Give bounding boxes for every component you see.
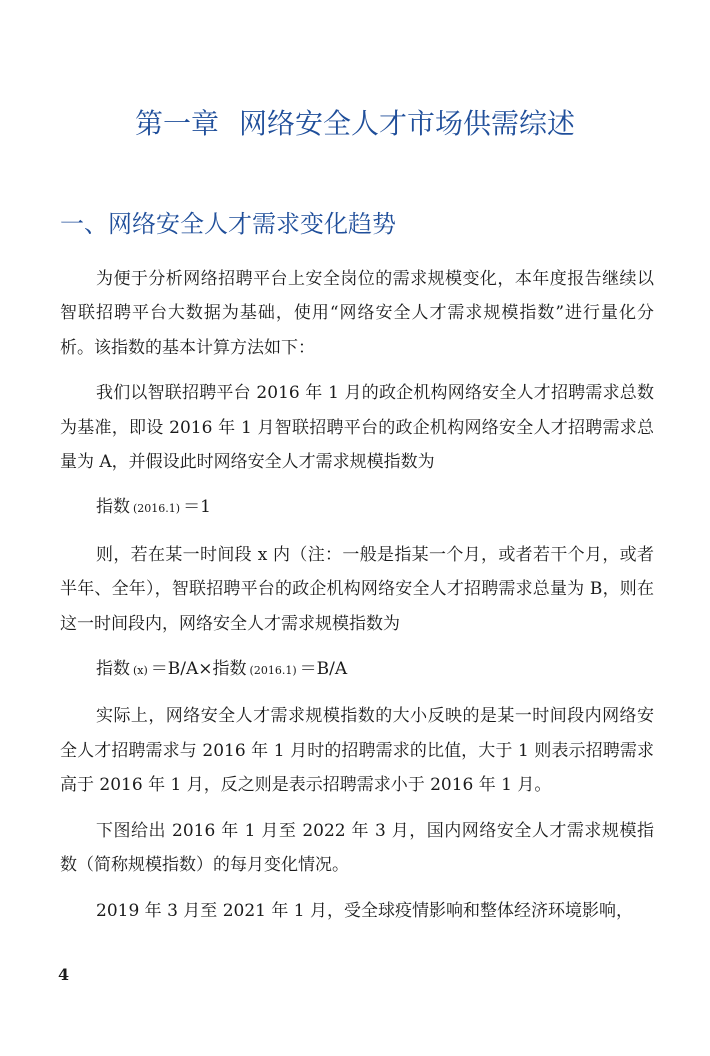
- paragraph-figure-intro: 下图给出 2016 年 1 月至 2022 年 3 月，国内网络安全人才需求规模指数（简称规模指数）的每月变化情况。: [60, 820, 654, 876]
- formula-period-middle: ＝B/A×指数: [150, 659, 247, 680]
- formula-period-subscript-base: (2016.1): [249, 664, 297, 678]
- body-text: [60, 262, 654, 939]
- formula-baseline-rhs: ＝1: [183, 497, 211, 518]
- formula-period-rhs: ＝B/A: [299, 659, 348, 680]
- formula-period-subscript-x: (x): [133, 664, 148, 678]
- section-title: 一、网络安全人才需求变化趋势: [60, 210, 396, 238]
- formula-baseline-word: 指数: [96, 497, 130, 518]
- formula-baseline-subscript: (2016.1): [133, 502, 181, 516]
- paragraph-baseline: 我们以智联招聘平台 2016 年 1 月的政企机构网络安全人才招聘需求总数为基准，即设 2016 年 1 月智联招聘平台的政企机构网络安全人才招聘需求总量为 A，并假设此时网络安全人才需求规模指数为: [60, 383, 654, 473]
- formula-period-word: 指数: [96, 659, 130, 680]
- chapter-title-text: 网络安全人才市场供需综述: [239, 107, 576, 140]
- page-number: 4: [58, 965, 70, 984]
- paragraph-intro: 为便于分析网络招聘平台上安全岗位的需求规模变化，本年度报告继续以智联招聘平台大数据为基础，使用“网络安全人才需求规模指数”进行量化分析。该指数的基本计算方法如下：: [60, 269, 654, 358]
- paragraph-meaning: 实际上，网络安全人才需求规模指数的大小反映的是某一时间段内网络安全人才招聘需求与 2016 年 1 月时的招聘需求的比值，大于 1 则表示招聘需求高于 2016 年 1 月，反之则是表示招聘需求小于 2016 年 1 月。: [60, 706, 654, 796]
- formula-baseline: [60, 490, 654, 526]
- chapter-number: 第一章: [134, 107, 219, 140]
- chapter-title: [0, 104, 710, 144]
- paragraph-trend: 2019 年 3 月至 2021 年 1 月，受全球疫情影响和整体经济环境影响，: [96, 900, 633, 921]
- paragraph-period: 则，若在某一时间段 x 内（注：一般是指某一个月，或者若干个月，或者半年、全年），智联招聘平台的政企机构网络安全人才招聘需求总量为 B，则在这一时间段内，网络安全人才需求规模指数为: [60, 544, 654, 634]
- formula-period: [60, 652, 654, 688]
